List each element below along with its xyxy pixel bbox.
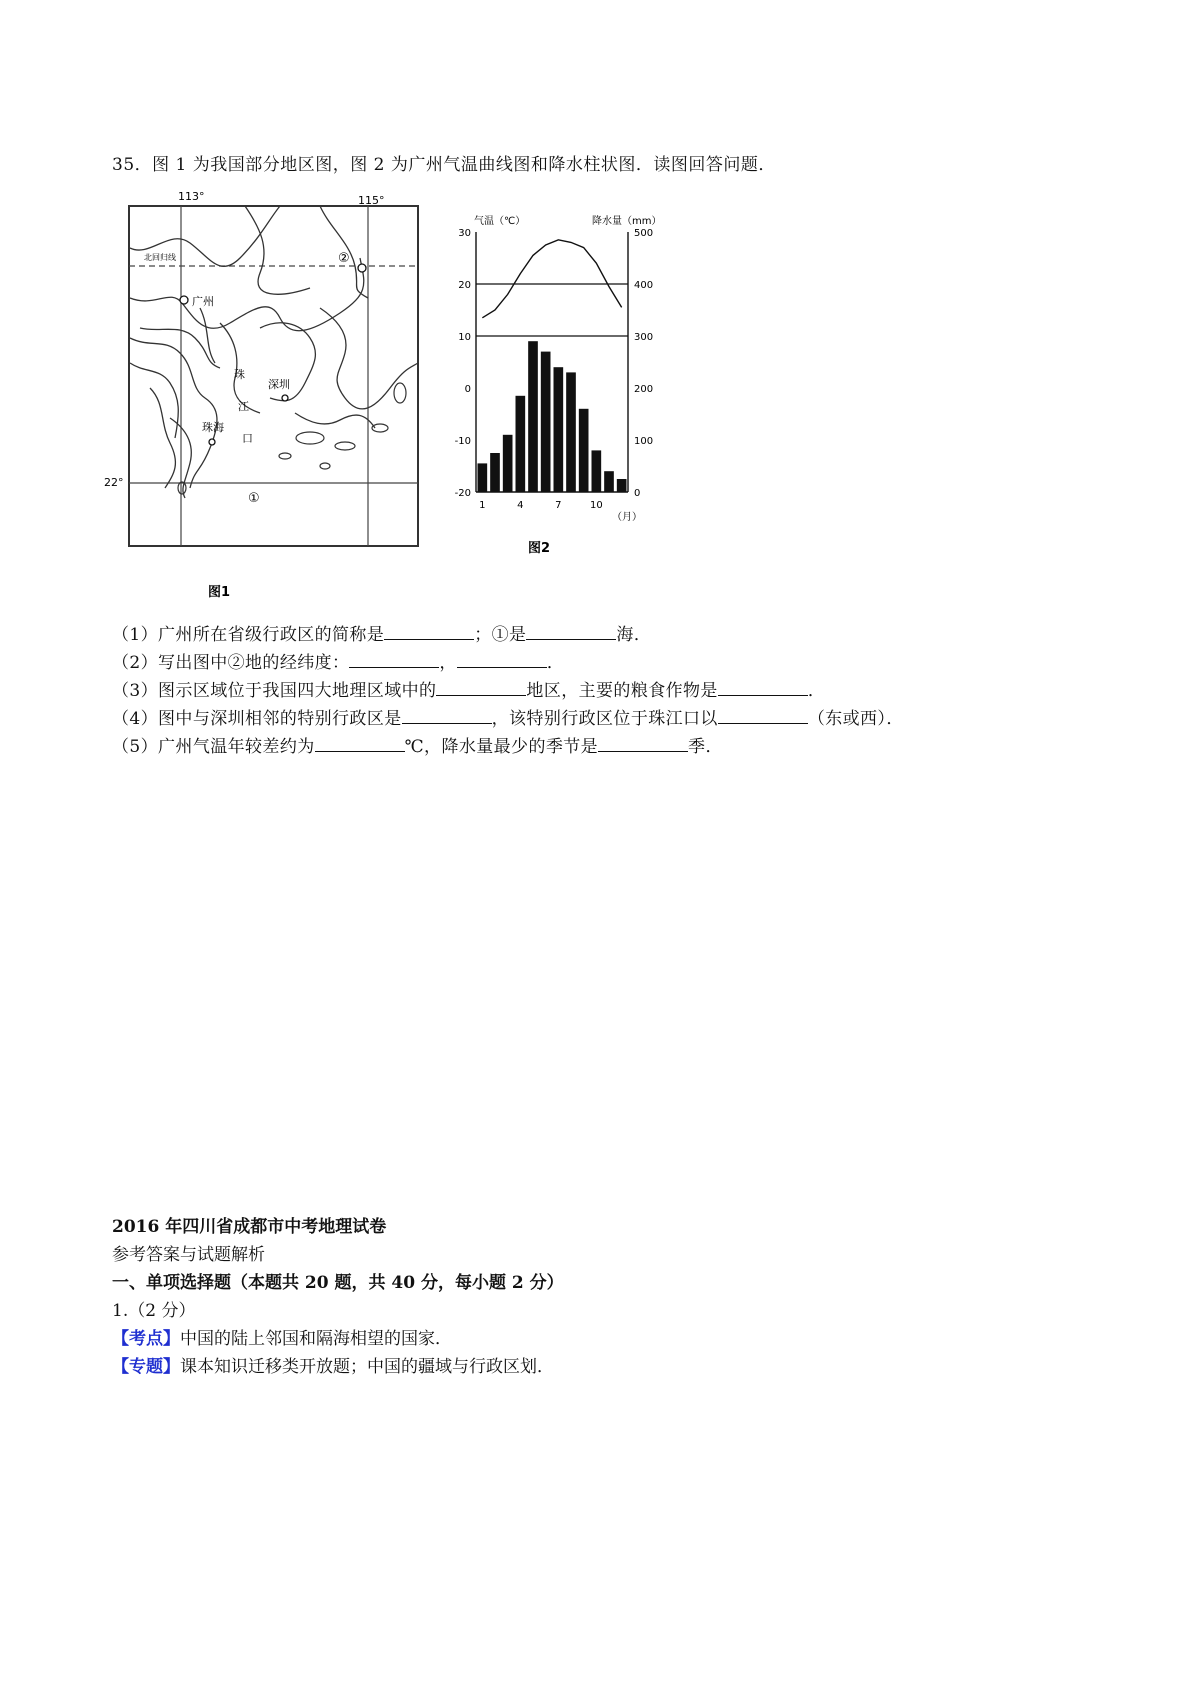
sub-question-text: ， [439, 653, 457, 673]
chart-y2-tick-label: 0 [634, 488, 641, 499]
guangzhou-dot [180, 296, 188, 304]
zhuanti-tag: 【专题】 [112, 1357, 180, 1377]
precip-bar [617, 479, 627, 492]
marker-2-dot [358, 264, 366, 272]
answer-blank[interactable] [315, 737, 405, 752]
sub-question-text: ． [807, 681, 826, 701]
chart-x-tick-label: 1 [479, 500, 486, 511]
tropic-label: 北回归线 [144, 253, 176, 262]
precip-bar [528, 341, 538, 492]
zhuanti-line [112, 1352, 554, 1377]
precip-bar [566, 372, 576, 492]
chart-y-tick-label: 10 [458, 332, 471, 343]
lon-115-label: 115° [358, 194, 385, 207]
chart-ylabel: 气温（℃） [474, 216, 526, 227]
sub-question-text: ． [546, 653, 565, 673]
sub-question-text: （3）图示区域位于我国四大地理区域中的 [112, 681, 437, 701]
answer-blank[interactable] [718, 709, 808, 724]
sub-question-text: （1）广州所在省级行政区的简称是 [112, 625, 385, 645]
precip-bar [604, 471, 614, 492]
shenzhen-dot [282, 395, 288, 401]
precip-bar [503, 435, 513, 492]
sub-question-text: （东或西）． [807, 709, 904, 729]
chart-y2-tick-label: 400 [634, 280, 654, 291]
sub-question-text: （5）广州气温年较差约为 [112, 737, 315, 757]
item-1: 1.（2 分） [112, 1301, 196, 1321]
chart-x-tick-label: 4 [517, 500, 524, 511]
figure-2-caption: 图2 [528, 541, 551, 556]
sub-question-text: 地区，主要的粮食作物是 [526, 681, 718, 701]
sub-question-3 [112, 676, 825, 701]
figure-1-map [104, 188, 455, 608]
kaodian-line [112, 1324, 452, 1349]
answer-blank[interactable] [402, 709, 492, 724]
precip-bar [554, 367, 564, 492]
answer-blank[interactable] [598, 737, 688, 752]
sub-question-text: 季． [688, 737, 723, 757]
answer-blank[interactable] [457, 653, 547, 668]
marker-1: ① [248, 491, 260, 506]
chart-xlabel: （月） [612, 512, 642, 523]
sub-question-text: （2）写出图中②地的经纬度： [112, 653, 350, 673]
temperature-line [482, 240, 621, 318]
city-guangzhou: 广州 [192, 295, 214, 308]
chart-y-tick-label: 0 [464, 384, 471, 395]
section-heading: 一、单项选择题（本题共 20 题，共 40 分，每小题 2 分） [112, 1273, 564, 1293]
figure-2-chart [454, 210, 712, 600]
answer-title: 2016 年四川省成都市中考地理试卷 [112, 1217, 387, 1237]
zhuhai-dot [209, 439, 215, 445]
sub-question-text: 海． [616, 625, 652, 645]
zhuanti-text: 课本知识迁移类开放题；中国的疆域与行政区划． [180, 1357, 554, 1377]
precip-bar [592, 450, 602, 492]
precip-bar [516, 396, 526, 492]
chart-x-tick-label: 10 [589, 500, 603, 511]
precip-bar [541, 352, 551, 492]
sub-question-2 [112, 648, 564, 673]
sub-question-5 [112, 732, 723, 757]
sub-question-text: ℃，降水量最少的季节是 [404, 737, 599, 757]
answer-blank[interactable] [384, 625, 474, 640]
kaodian-text: 中国的陆上邻国和隔海相望的国家． [180, 1329, 452, 1349]
lat-22-label: 22° [104, 476, 124, 489]
precip-bar [490, 453, 500, 492]
answer-blank[interactable] [526, 625, 616, 640]
river-char-2: 江 [238, 400, 249, 413]
answer-subtitle: 参考答案与试题解析 [112, 1245, 265, 1265]
answer-blank[interactable] [349, 653, 439, 668]
sub-question-text: ，该特别行政区位于珠江口以 [491, 709, 718, 729]
sub-question-1 [112, 620, 651, 645]
question-intro: 35．图 1 为我国部分地区图，图 2 为广州气温曲线图和降水柱状图．读图回答问题． [112, 155, 776, 175]
lon-113-label: 113° [178, 190, 205, 203]
chart-y2-tick-label: 500 [634, 228, 654, 239]
chart-y2-tick-label: 100 [634, 436, 654, 447]
map-terrain-lines [130, 206, 418, 498]
chart-y-tick-label: 30 [458, 228, 471, 239]
chart-x-tick-label: 7 [555, 500, 562, 511]
sub-question-text: ；①是 [474, 625, 527, 645]
marker-2: ② [338, 251, 350, 266]
chart-y-tick-label: 20 [458, 280, 471, 291]
sub-question-4 [112, 704, 904, 729]
figure-1-caption: 图1 [208, 585, 231, 600]
chart-y2-tick-label: 300 [634, 332, 654, 343]
chart-y-tick-label: -10 [454, 436, 471, 447]
answer-blank[interactable] [436, 681, 526, 696]
chart-y2label: 降水量（mm） [592, 216, 662, 227]
city-shenzhen: 深圳 [268, 378, 290, 391]
answer-blank[interactable] [718, 681, 808, 696]
sub-question-text: （4）图中与深圳相邻的特别行政区是 [112, 709, 402, 729]
chart-y-tick-label: -20 [454, 488, 471, 499]
chart-y2-tick-label: 200 [634, 384, 654, 395]
precip-bar [579, 409, 589, 492]
precip-bar [478, 463, 488, 492]
river-char-1: 珠 [234, 368, 245, 381]
kaodian-tag: 【考点】 [112, 1329, 180, 1349]
river-char-3: 口 [242, 432, 253, 445]
city-zhuhai: 珠海 [202, 421, 224, 434]
